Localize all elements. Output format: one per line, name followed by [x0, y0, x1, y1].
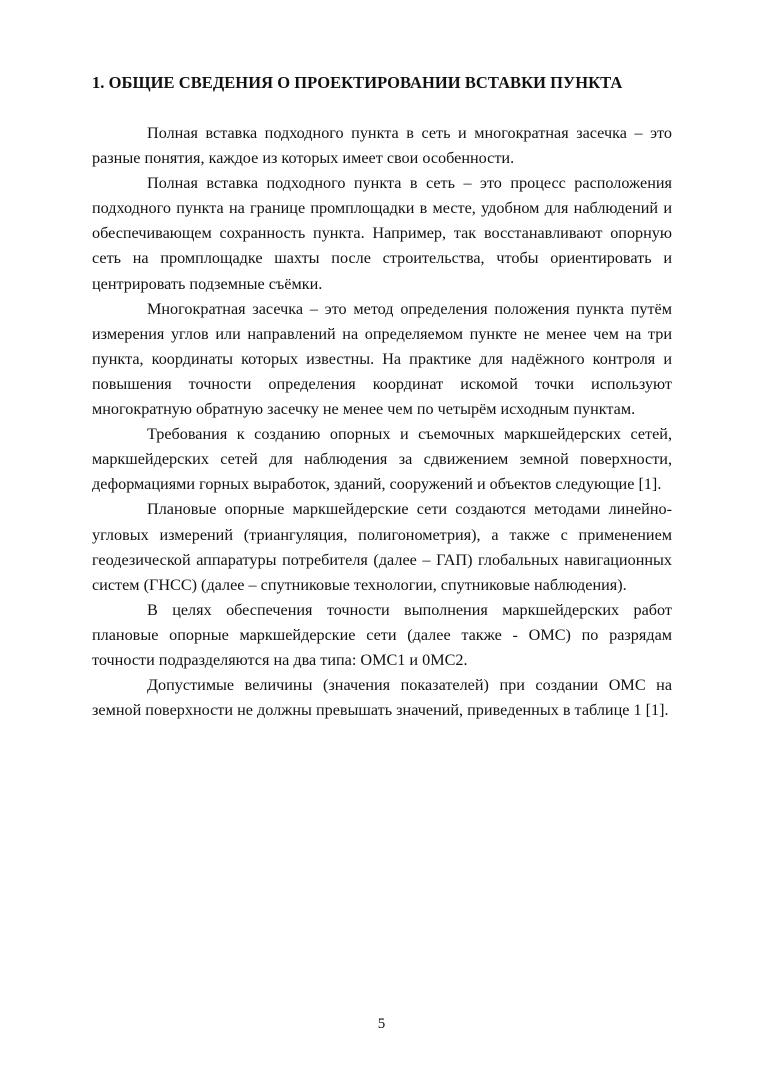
paragraph: Плановые опорные маркшейдерские сети создаются методами линейно-угловых измерений (триангуляция, полигонометрия), а также с применением геодезической аппаратуры потребителя (далее – ГАП) глобальных навигационных систем (ГНСС) (далее – спутниковые технологии, спутниковые наблюдения). — [92, 500, 672, 594]
paragraph: В целях обеспечения точности выполнения маркшейдерских работ плановые опорные маркшейдерские сети (далее также - ОМС) по разрядам точности подразделяются на два типа: ОМС1 и 0МС2. — [92, 600, 672, 669]
paragraph: Полная вставка подходного пункта в сеть – это процесс расположения подходного пункта на границе промплощадки в месте, удобном для наблюдений и обеспечивающем сохранность пункта. Например, так восстанавливают опорную сеть на промплощадке шахты после строительства, чтобы ориентировать и центрировать подземные съёмки. — [92, 174, 672, 293]
paragraph: Многократная засечка – это метод определения положения пункта путём измерения углов или направлений на определяемом пункте не менее чем на три пункта, координаты которых известны. На практике для надёжного контроля и повышения точности определения координат искомой точки используют многократную обратную засечку не менее чем по четырём исходным пунктам. — [92, 299, 672, 419]
paragraph: Требования к созданию опорных и съемочных маркшейдерских сетей, маркшейдерских сетей для наблюдения за сдвижением земной поверхности, деформациями горных выработок, зданий, сооружений и объектов следующие [1]. — [92, 425, 672, 494]
paragraph: Полная вставка подходного пункта в сеть и многократная засечка – это разные понятия, каждое из которых имеет свои особенности. — [92, 124, 672, 168]
section-heading: 1. ОБЩИЕ СВЕДЕНИЯ О ПРОЕКТИРОВАНИИ ВСТАВКИ ПУНКТА — [92, 73, 623, 92]
paragraph: Допустимые величины (значения показателей) при создании ОМС на земной поверхности не должны превышать значений, приведенных в таблице 1 [1]. — [92, 676, 672, 720]
body-text — [92, 121, 672, 723]
page-number: 5 — [377, 1016, 386, 1032]
